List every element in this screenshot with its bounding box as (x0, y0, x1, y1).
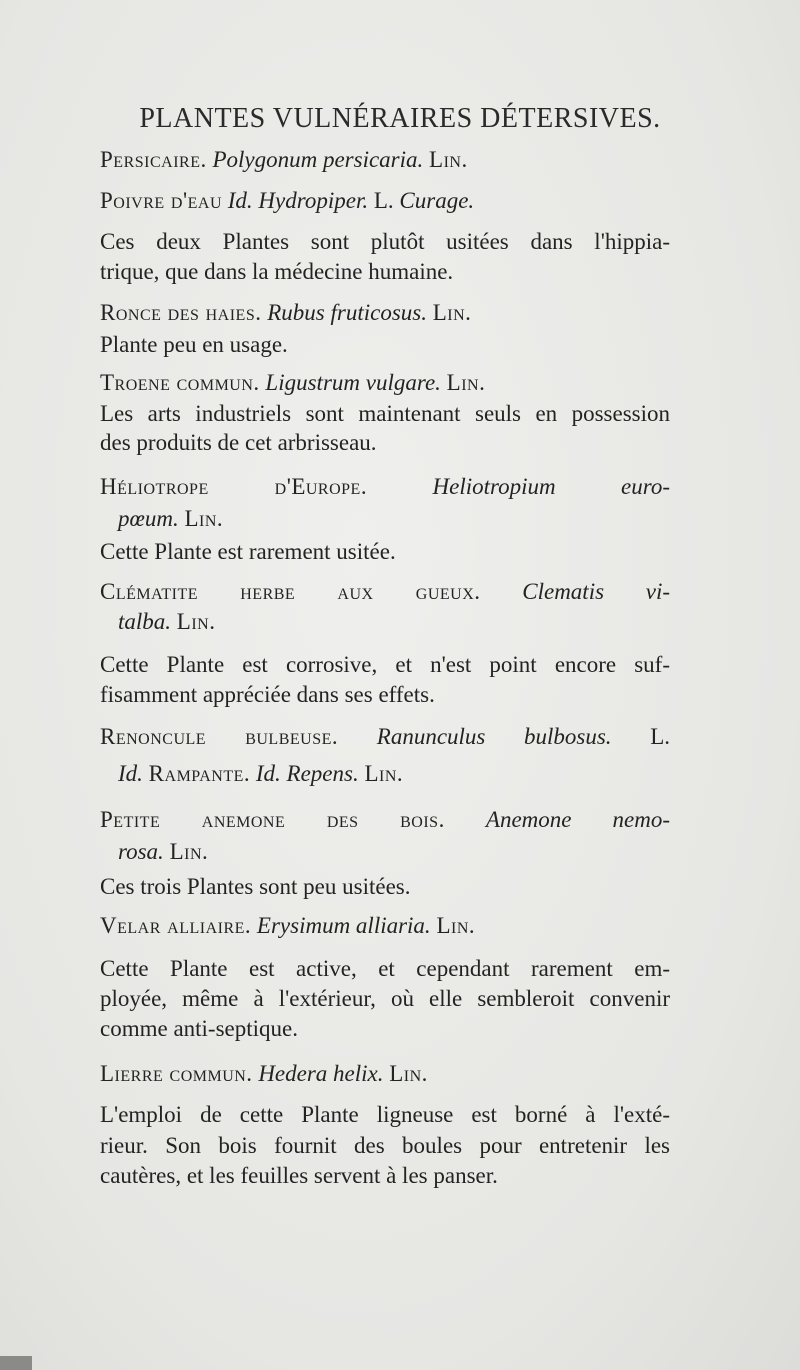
entry-velar-alliaire (100, 911, 670, 941)
description-line: Ces trois Plantes sont peu usitées. (100, 874, 411, 899)
entry-heliotrope (100, 472, 670, 502)
entry-petite-anemone-continued (118, 837, 670, 867)
author-abbrev: Lin. (176, 609, 216, 634)
latin-name: Erysimum alliaria. (256, 913, 431, 938)
description-line: Ces deux Plantes sont plutôt usitées dans l'hippia- (100, 229, 670, 254)
author-abbrev: Lin. (436, 913, 476, 938)
entry-poivre-d-eau (100, 186, 670, 216)
description-line: Cette Plante est active, et cependant rarement em- (100, 956, 670, 981)
author-abbrev: L. (650, 724, 670, 749)
author-abbrev: Lin. (432, 300, 472, 325)
common-name: Curage. (399, 188, 475, 213)
id-abbrev: Id. (118, 761, 143, 786)
plant-name: Poivre d'eau (100, 188, 223, 213)
entry-renoncule-rampante (118, 759, 670, 789)
scan-corner-mark (0, 1356, 32, 1370)
description-line: trique, que dans la médecine humaine. (100, 259, 454, 284)
latin-name: Anemone nemo- (485, 807, 671, 832)
plant-name: Ronce des haies. (100, 300, 262, 325)
description-line: des produits de cet arbrisseau. (100, 430, 377, 455)
latin-name: Hedera helix. (258, 1061, 384, 1086)
latin-name: Id. Repens. (255, 761, 359, 786)
plant-name: Lierre commun. (100, 1061, 253, 1086)
description-line: Plante peu en usage. (100, 332, 288, 357)
page-title: PLANTES VULNÉRAIRES DÉTERSIVES. (139, 103, 661, 134)
description-line: Cette Plante est corrosive, et n'est point encore suf- (100, 652, 670, 677)
latin-name: Ligustrum vulgare. (265, 370, 441, 395)
author-abbrev: Lin. (389, 1061, 428, 1086)
plant-name: Troene commun. (100, 370, 260, 395)
entry-renoncule-bulbeuse (100, 722, 670, 752)
author-abbrev: Lin. (446, 370, 486, 395)
entry-petite-anemone (100, 805, 670, 835)
author-abbrev: Lin. (184, 506, 224, 531)
author-abbrev: Lin. (169, 839, 209, 864)
description-line: Cette Plante est rarement usitée. (100, 539, 396, 564)
entry-lierre-commun (100, 1059, 670, 1089)
plant-name: Petite anemone des bois. (100, 807, 445, 832)
description-line: Les arts industriels sont maintenant seuls en possession (100, 401, 670, 426)
description-line: fisamment appréciée dans ses effets. (100, 682, 435, 707)
latin-name: Polygonum persicaria. (212, 147, 424, 172)
latin-name: pœum. (118, 506, 179, 531)
author-abbrev: L. (373, 188, 394, 213)
plant-name: Clématite herbe aux gueux. (100, 579, 481, 604)
latin-name: Clematis vi- (522, 579, 670, 604)
latin-name: Id. Hydropiper. (227, 188, 369, 213)
latin-name: Heliotropium euro- (432, 474, 670, 499)
author-abbrev: Lin. (429, 147, 468, 172)
plant-name: Persicaire. (100, 147, 207, 172)
entry-troene-commun (100, 368, 670, 398)
latin-name: rosa. (118, 839, 164, 864)
plant-name: Héliotrope d'Europe. (100, 474, 368, 499)
description-line: rieur. Son bois fournit des boules pour entretenir les (100, 1133, 670, 1158)
latin-name: talba. (118, 609, 172, 634)
description-line: L'emploi de cette Plante ligneuse est borné à l'exté- (100, 1102, 670, 1127)
entry-clematite-continued (118, 607, 670, 637)
entry-heliotrope-continued (118, 504, 670, 534)
entry-persicaire (100, 145, 670, 175)
plant-name: Rampante. (148, 761, 251, 786)
description-line: comme anti-septique. (100, 1016, 298, 1041)
plant-name: Renoncule bulbeuse. (100, 724, 339, 749)
description-line: cautères, et les feuilles servent à les panser. (100, 1163, 498, 1188)
plant-name: Velar alliaire. (100, 913, 252, 938)
latin-name: Rubus fruticosus. (267, 300, 427, 325)
entry-ronce-des-haies (100, 298, 670, 328)
author-abbrev: Lin. (364, 761, 404, 786)
latin-name: Ranunculus bulbosus. (376, 724, 612, 749)
entry-clematite (100, 577, 670, 607)
description-line: ployée, même à l'extérieur, où elle sembleroit convenir (100, 986, 670, 1011)
